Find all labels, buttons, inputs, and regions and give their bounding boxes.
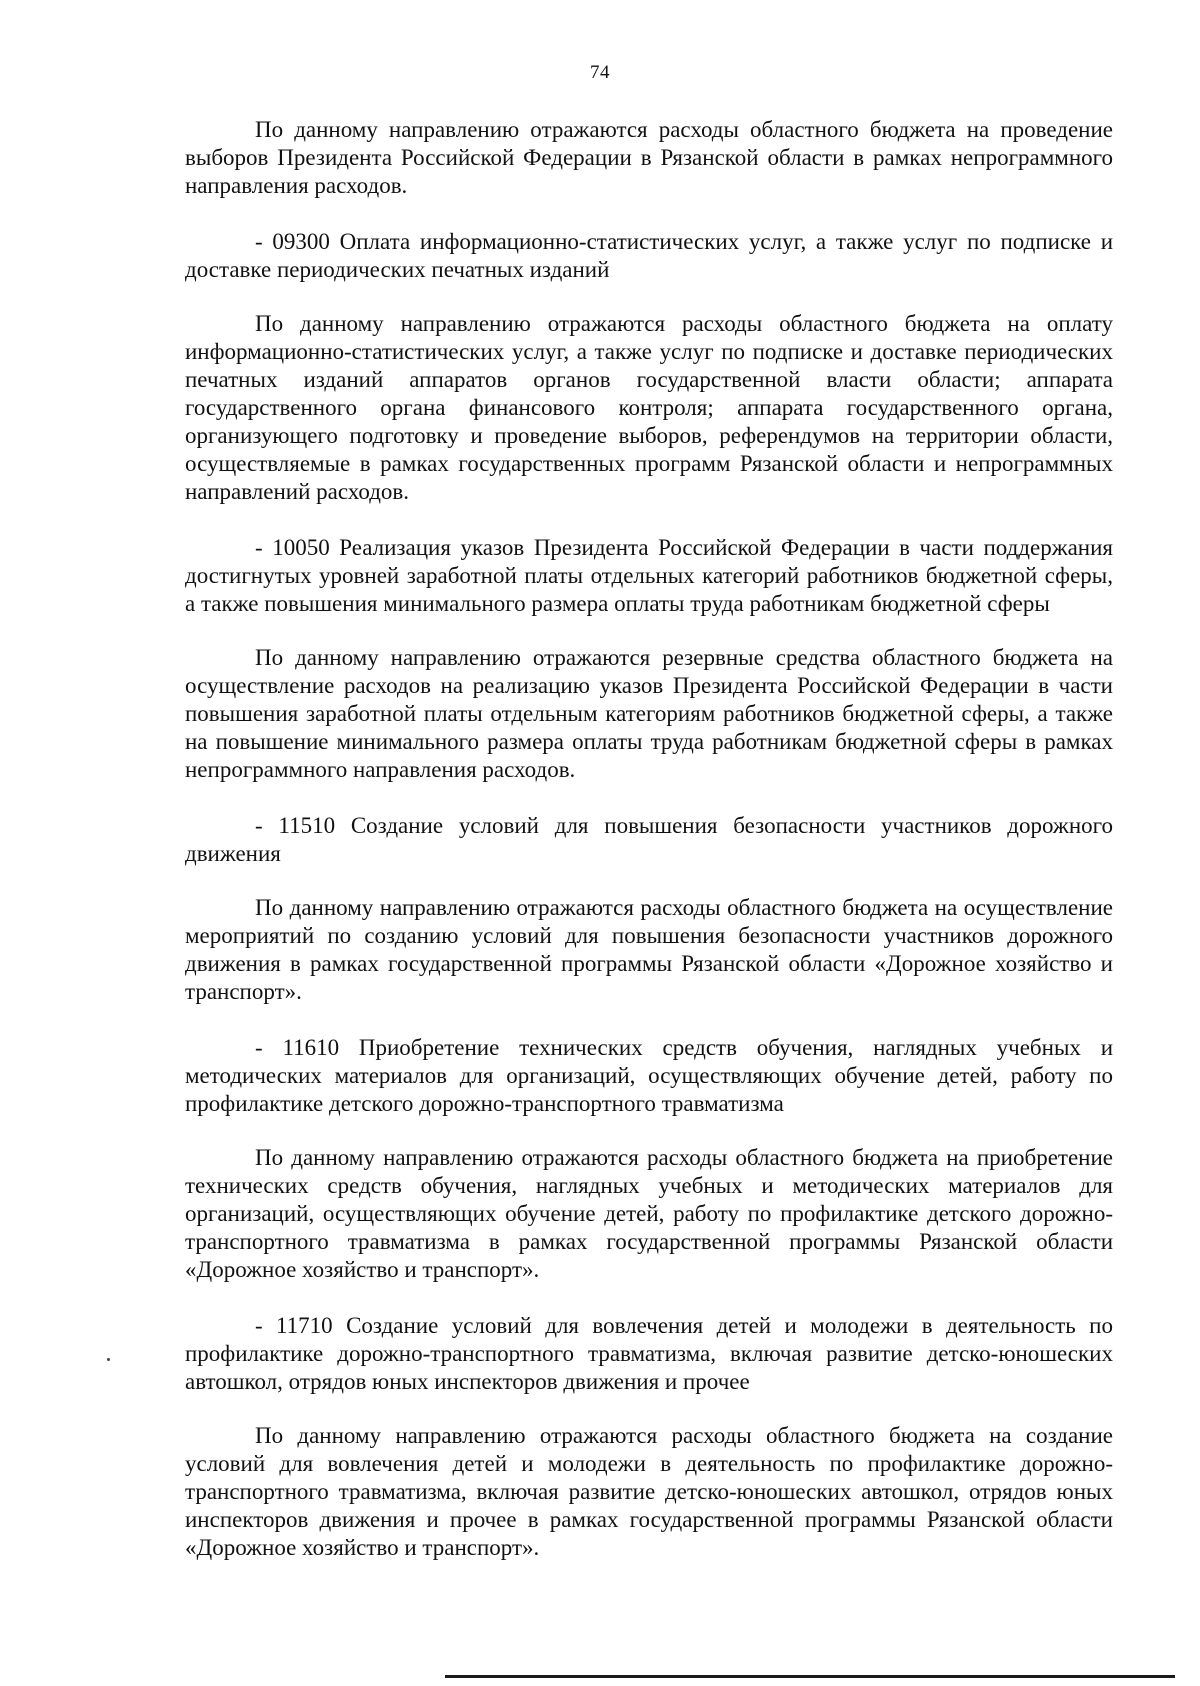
paragraph-11510: По данному направлению отражаются расходы областного бюджета на осуществление мероприятий по созданию условий для повышения безопасности участников дорожного движения в рамках государственной программы Рязанской области «Дорожное хозяйство и транспорт». bbox=[185, 895, 1113, 1004]
bottom-rule bbox=[445, 1675, 1175, 1678]
paragraph-11610: По данному направлению отражаются расходы областного бюджета на приобретение технических средств обучения, наглядных учебных и методических материалов для организаций, осуществляющих обучение детей, работу по профилактике детского дорожно-транспортного травматизма в рамках государственной программы Рязанской области «Дорожное хозяйство и транспорт». bbox=[185, 1145, 1113, 1282]
paragraph-elections: По данному направлению отражаются расходы областного бюджета на проведение выборов Президента Российской Федерации в Рязанской области в рамках непрограммного направления расходов. bbox=[185, 117, 1113, 198]
item-10050-heading: - 10050 Реализация указов Президента Российской Федерации в части поддержания достигнутых уровней заработной платы отдельных категорий работников бюджетной сферы, а также повышения минимального размера оплаты труда работникам бюджетной сферы bbox=[185, 535, 1113, 616]
item-11610-heading: - 11610 Приобретение технических средств обучения, наглядных учебных и методических материалов для организаций, осуществляющих обучение детей, работу по профилактике детского дорожно-транспортного травматизма bbox=[185, 1035, 1113, 1116]
paragraph-10050: По данному направлению отражаются резервные средства областного бюджета на осуществление расходов на реализацию указов Президента Российской Федерации в части повышения заработной платы отдельным категориям работников бюджетной сферы, а также на повышение минимального размера оплаты труда работникам бюджетной сферы в рамках непрограммного направления расходов. bbox=[185, 645, 1113, 782]
page-number: 74 bbox=[590, 62, 610, 83]
paragraph-09300: По данному направлению отражаются расходы областного бюджета на оплату информационно-статистических услуг, а также услуг по подписке и доставке периодических печатных изданий аппаратов органов государственной власти области; аппарата государственного органа финансового контроля; аппарата государственного органа, организующего подготовку и проведение выборов, референдумов на территории области, осуществляемые в рамках государственных программ Рязанской области и непрограммных направлений расходов. bbox=[185, 311, 1113, 504]
paragraph-11710: По данному направлению отражаются расходы областного бюджета на создание условий для вовлечения детей и молодежи в деятельность по профилактике дорожно-транспортного травматизма, включая развитие детско-юношеских автошкол, отрядов юных инспекторов движения и прочее в рамках государственной программы Рязанской области «Дорожное хозяйство и транспорт». bbox=[185, 1423, 1113, 1560]
item-11510-heading: - 11510 Создание условий для повышения безопасности участников дорожного движения bbox=[185, 813, 1113, 866]
scan-speck bbox=[107, 1358, 110, 1361]
item-11710-heading: - 11710 Создание условий для вовлечения детей и молодежи в деятельность по профилактике дорожно-транспортного травматизма, включая развитие детско-юношеских автошкол, отрядов юных инспекторов движения и прочее bbox=[185, 1313, 1113, 1394]
item-09300-heading: - 09300 Оплата информационно-статистических услуг, а также услуг по подписке и доставке периодических печатных изданий bbox=[185, 229, 1113, 282]
document-body bbox=[185, 116, 1113, 1562]
